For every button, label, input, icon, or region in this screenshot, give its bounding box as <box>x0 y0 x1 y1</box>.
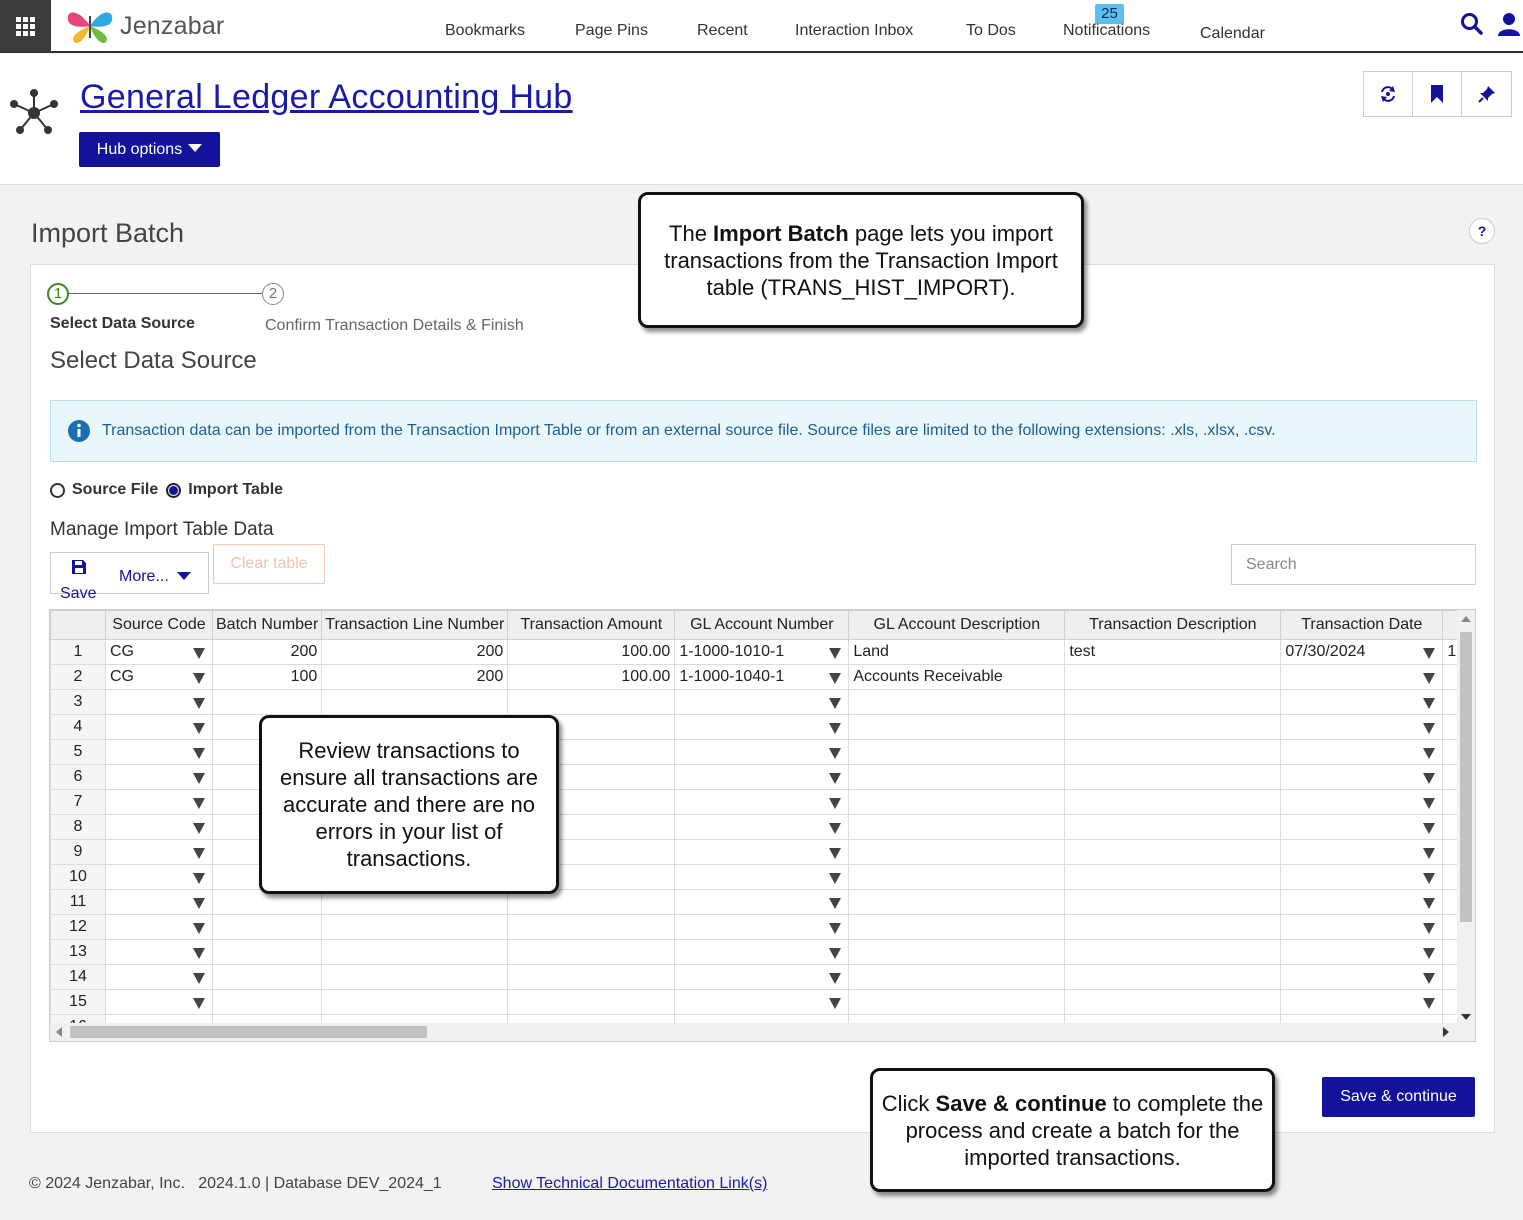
gl-account-cell[interactable] <box>675 715 849 740</box>
source-code-cell[interactable] <box>106 865 213 890</box>
table-row[interactable] <box>51 990 1469 1015</box>
row-number-cell <box>51 940 106 965</box>
transaction-date-cell[interactable] <box>1281 865 1443 890</box>
batch-number-cell-value: 200 <box>290 643 318 660</box>
line-number-cell[interactable] <box>322 915 508 940</box>
transaction-description-cell[interactable] <box>1065 990 1281 1015</box>
gl-account-cell[interactable] <box>675 790 849 815</box>
table-row[interactable] <box>51 940 1469 965</box>
nav-page-pins[interactable]: Page Pins <box>575 22 648 39</box>
gl-account-cell[interactable] <box>675 890 849 915</box>
amount-cell[interactable] <box>508 965 675 990</box>
batch-number-cell[interactable] <box>213 690 322 715</box>
row-number-cell <box>51 890 106 915</box>
callout-save <box>870 1068 1275 1192</box>
dropdown-arrow-icon[interactable] <box>829 648 841 659</box>
amount-cell[interactable] <box>508 665 675 690</box>
pin-icon <box>1478 85 1496 103</box>
line-number-cell-value: 200 <box>476 668 504 685</box>
transaction-description-cell[interactable] <box>1065 690 1281 715</box>
dropdown-arrow-icon[interactable] <box>1423 948 1435 959</box>
table-row[interactable] <box>51 915 1469 940</box>
nav-interaction-inbox[interactable]: Interaction Inbox <box>795 22 914 39</box>
gl-account-cell[interactable] <box>675 765 849 790</box>
gl-account-cell[interactable] <box>675 690 849 715</box>
gl-account-cell[interactable] <box>675 915 849 940</box>
source-code-cell[interactable] <box>106 740 213 765</box>
row-number-cell-value: 12 <box>69 918 87 935</box>
transaction-description-cell[interactable] <box>1065 865 1281 890</box>
table-row[interactable] <box>51 640 1469 665</box>
callout-review <box>259 715 559 894</box>
info-icon <box>68 420 90 442</box>
jenzabar-logo[interactable] <box>64 6 224 46</box>
column-header[interactable]: Transaction Date <box>1281 611 1443 640</box>
dropdown-arrow-icon[interactable] <box>193 973 205 984</box>
dropdown-arrow-icon[interactable] <box>193 848 205 859</box>
transaction-description-cell[interactable] <box>1065 665 1281 690</box>
dropdown-arrow-icon[interactable] <box>193 823 205 834</box>
version-info: 2024.1.0 | Database DEV_2024_1 <box>198 1175 442 1192</box>
hub-network-icon <box>8 88 60 138</box>
import-batch-card <box>30 264 1495 1133</box>
amount-cell[interactable] <box>508 990 675 1015</box>
data-source-options <box>50 481 291 499</box>
brand-name: Jenzabar <box>120 11 225 40</box>
gl-description-cell[interactable] <box>849 790 1065 815</box>
transaction-date-cell[interactable] <box>1281 940 1443 965</box>
source-code-cell[interactable] <box>106 690 213 715</box>
source-code-cell[interactable] <box>106 915 213 940</box>
row-number-cell <box>51 790 106 815</box>
gl-description-cell[interactable] <box>849 840 1065 865</box>
step-connector <box>69 293 262 294</box>
dropdown-arrow-icon[interactable] <box>1423 648 1435 659</box>
dropdown-arrow-icon[interactable] <box>829 773 841 784</box>
gl-account-cell[interactable] <box>675 815 849 840</box>
column-header[interactable]: GL Account Number <box>675 611 849 640</box>
source-code-cell[interactable] <box>106 840 213 865</box>
more-menu-button[interactable]: More... <box>119 568 169 585</box>
dropdown-arrow-icon[interactable] <box>829 823 841 834</box>
dropdown-arrow-icon[interactable] <box>1423 723 1435 734</box>
info-message: Transaction data can be imported from the Transaction Import Table or from an external source file. Source files are limited to the following extensions: .xls, .xlsx, .csv. <box>102 422 1276 439</box>
dropdown-arrow-icon[interactable] <box>193 773 205 784</box>
source-code-cell[interactable] <box>106 640 213 665</box>
caret-down-icon <box>177 572 191 580</box>
transaction-description-cell[interactable] <box>1065 890 1281 915</box>
gl-description-cell[interactable] <box>849 665 1065 690</box>
row-number-cell <box>51 915 106 940</box>
column-header[interactable]: GL Account Description <box>849 611 1065 640</box>
gl-description-cell[interactable] <box>849 965 1065 990</box>
transaction-date-cell[interactable] <box>1281 765 1443 790</box>
scroll-left-icon[interactable] <box>56 1027 62 1037</box>
dropdown-arrow-icon[interactable] <box>829 723 841 734</box>
transaction-description-cell[interactable] <box>1065 790 1281 815</box>
table-row[interactable] <box>51 690 1469 715</box>
gl-description-cell[interactable] <box>849 865 1065 890</box>
section-title: Select Data Source <box>50 347 257 374</box>
row-number-cell-value: 2 <box>73 668 83 685</box>
gl-description-cell[interactable] <box>849 765 1065 790</box>
dropdown-arrow-icon[interactable] <box>193 798 205 809</box>
batch-number-cell[interactable] <box>213 940 322 965</box>
row-number-cell <box>51 815 106 840</box>
callout-intro <box>638 192 1084 328</box>
manage-table-title: Manage Import Table Data <box>50 519 274 540</box>
line-number-cell-value: 200 <box>476 643 504 660</box>
gl-description-cell[interactable] <box>849 690 1065 715</box>
source-code-cell[interactable] <box>106 815 213 840</box>
save-button[interactable] <box>58 559 100 580</box>
dropdown-arrow-icon[interactable] <box>193 873 205 884</box>
row-number-cell <box>51 990 106 1015</box>
dropdown-arrow-icon[interactable] <box>829 898 841 909</box>
hub-header <box>0 54 1523 185</box>
transaction-description-cell-value: test <box>1069 643 1096 660</box>
amount-cell[interactable] <box>508 690 675 715</box>
dropdown-arrow-icon[interactable] <box>829 923 841 934</box>
line-number-cell[interactable] <box>322 690 508 715</box>
row-number-cell <box>51 965 106 990</box>
dropdown-arrow-icon[interactable] <box>1423 923 1435 934</box>
source-code-cell-value: CG <box>110 668 134 685</box>
step-2-label: Confirm Transaction Details & Finish <box>265 317 524 334</box>
dropdown-arrow-icon[interactable] <box>1423 848 1435 859</box>
amount-cell[interactable] <box>508 640 675 665</box>
gl-account-cell[interactable] <box>675 940 849 965</box>
callout-intro-pre: The <box>669 220 714 246</box>
row-number-cell-value: 5 <box>73 743 83 760</box>
row-number-cell <box>51 665 106 690</box>
gl-description-cell[interactable] <box>849 740 1065 765</box>
row-number-cell <box>51 865 106 890</box>
import-table-label[interactable]: Import Table <box>188 481 284 498</box>
batch-number-cell[interactable] <box>213 665 322 690</box>
batch-number-cell[interactable] <box>213 965 322 990</box>
row-number-cell-value: 15 <box>69 993 87 1010</box>
dropdown-arrow-icon[interactable] <box>829 698 841 709</box>
dropdown-arrow-icon[interactable] <box>829 998 841 1009</box>
dropdown-arrow-icon[interactable] <box>1423 748 1435 759</box>
refresh-button[interactable] <box>1364 72 1413 116</box>
dropdown-arrow-icon[interactable] <box>193 723 205 734</box>
source-code-cell-value: CG <box>110 643 134 660</box>
dropdown-arrow-icon[interactable] <box>193 998 205 1009</box>
clear-table-button[interactable]: Clear table <box>213 544 325 584</box>
horizontal-scroll-thumb[interactable] <box>70 1026 427 1038</box>
line-number-cell[interactable] <box>322 665 508 690</box>
row-number-cell <box>51 690 106 715</box>
line-number-cell[interactable] <box>322 640 508 665</box>
import-table-radio[interactable] <box>166 483 181 498</box>
gl-description-cell-value: Land <box>853 643 889 660</box>
transaction-description-cell[interactable] <box>1065 815 1281 840</box>
vertical-scrollbar[interactable] <box>1457 610 1475 1042</box>
dropdown-arrow-icon[interactable] <box>1423 798 1435 809</box>
butterfly-logo-icon <box>64 6 116 46</box>
transaction-date-cell[interactable] <box>1281 715 1443 740</box>
row-number-cell <box>51 840 106 865</box>
row-number-cell-value: 13 <box>69 943 87 960</box>
table-row[interactable] <box>51 890 1469 915</box>
footer-info <box>29 1175 442 1193</box>
caret-down-icon <box>188 144 202 152</box>
dropdown-arrow-icon[interactable] <box>193 673 205 684</box>
hub-options-label: Hub options <box>96 140 183 158</box>
help-button[interactable]: ? <box>1469 218 1495 244</box>
transaction-date-cell[interactable] <box>1281 640 1443 665</box>
grid-icon <box>16 17 35 36</box>
save-continue-button[interactable]: Save & continue <box>1322 1077 1475 1117</box>
column-header[interactable]: Transaction Description <box>1065 611 1281 640</box>
scroll-right-icon[interactable] <box>1443 1027 1449 1037</box>
source-code-cell[interactable] <box>106 715 213 740</box>
callout-save-post: to complete the process and create a batch for the imported transactions. <box>905 1090 1264 1170</box>
callout-save-text <box>881 1090 1264 1171</box>
transaction-date-cell[interactable] <box>1281 915 1443 940</box>
amount-cell[interactable] <box>508 940 675 965</box>
source-code-cell[interactable] <box>106 890 213 915</box>
batch-number-cell[interactable] <box>213 990 322 1015</box>
gl-description-cell[interactable] <box>849 890 1065 915</box>
nav-notifications[interactable]: Notifications <box>1063 22 1151 39</box>
floppy-disk-icon <box>71 559 87 575</box>
source-file-label[interactable]: Source File <box>72 481 159 498</box>
batch-number-cell[interactable] <box>213 915 322 940</box>
dropdown-arrow-icon[interactable] <box>829 798 841 809</box>
step-1-indicator: 1 <box>47 283 69 305</box>
pin-button[interactable] <box>1462 72 1511 116</box>
gl-description-cell[interactable] <box>849 640 1065 665</box>
callout-save-pre: Click <box>881 1090 936 1116</box>
line-number-cell[interactable] <box>322 965 508 990</box>
dropdown-arrow-icon[interactable] <box>193 698 205 709</box>
gl-account-cell[interactable] <box>675 640 849 665</box>
amount-cell[interactable] <box>508 915 675 940</box>
nav-to-dos[interactable]: To Dos <box>966 22 1016 39</box>
page-tools <box>1363 71 1512 117</box>
gl-account-cell-value: 1-1000-1010-1 <box>679 643 785 660</box>
callout-intro-text <box>649 220 1073 301</box>
row-number-cell <box>51 740 106 765</box>
column-header[interactable]: Transaction Amount <box>508 611 675 640</box>
info-alert <box>50 400 1477 462</box>
scroll-up-icon[interactable] <box>1461 616 1471 622</box>
source-code-cell[interactable] <box>106 790 213 815</box>
line-number-cell[interactable] <box>322 940 508 965</box>
row-number-cell-value: 6 <box>73 768 83 785</box>
amount-cell-value: 100.00 <box>621 668 671 685</box>
column-header[interactable]: Batch Number <box>213 611 322 640</box>
dropdown-arrow-icon[interactable] <box>1423 823 1435 834</box>
row-number-cell-value: 9 <box>73 843 83 860</box>
gl-account-cell-value: 1-1000-1040-1 <box>679 668 785 685</box>
row-number-cell-value: 1 <box>73 643 83 660</box>
nav-calendar[interactable]: Calendar <box>1200 25 1265 42</box>
source-code-cell[interactable] <box>106 665 213 690</box>
row-number-cell-value: 10 <box>69 868 87 885</box>
dropdown-arrow-icon[interactable] <box>1423 698 1435 709</box>
transaction-date-cell[interactable] <box>1281 990 1443 1015</box>
table-row[interactable] <box>51 665 1469 690</box>
callout-review-text: Review transactions to ensure all transactions are accurate and there are no errors in your list of transactions. <box>279 738 539 871</box>
transaction-description-cell[interactable] <box>1065 840 1281 865</box>
dropdown-arrow-icon[interactable] <box>829 973 841 984</box>
transaction-date-cell[interactable] <box>1281 965 1443 990</box>
transaction-date-cell[interactable] <box>1281 690 1443 715</box>
column-header[interactable] <box>51 611 106 640</box>
row-number-cell <box>51 765 106 790</box>
vertical-scroll-thumb[interactable] <box>1460 632 1472 922</box>
overflow-cell-value: 1 <box>1447 643 1457 660</box>
dropdown-arrow-icon[interactable] <box>829 948 841 959</box>
gl-account-cell[interactable] <box>675 665 849 690</box>
dropdown-arrow-icon[interactable] <box>193 648 205 659</box>
nav-bookmarks[interactable]: Bookmarks <box>445 22 526 39</box>
gl-description-cell[interactable] <box>849 940 1065 965</box>
transaction-description-cell[interactable] <box>1065 640 1281 665</box>
step-2-indicator: 2 <box>262 283 284 305</box>
transaction-description-cell[interactable] <box>1065 965 1281 990</box>
gl-description-cell[interactable] <box>849 990 1065 1015</box>
dropdown-arrow-icon[interactable] <box>1423 673 1435 684</box>
transaction-date-cell-value: 07/30/2024 <box>1285 643 1366 660</box>
technical-docs-link[interactable]: Show Technical Documentation Link(s) <box>492 1175 768 1192</box>
dropdown-arrow-icon[interactable] <box>1423 773 1435 784</box>
dropdown-arrow-icon[interactable] <box>1423 873 1435 884</box>
row-number-cell-value: 4 <box>73 718 83 735</box>
transaction-date-cell[interactable] <box>1281 815 1443 840</box>
row-number-cell-value: 14 <box>69 968 87 985</box>
row-number-cell-value: 7 <box>73 793 83 810</box>
apps-menu-button[interactable] <box>0 0 51 52</box>
notifications-count-badge: 25 <box>1095 4 1124 24</box>
dropdown-arrow-icon[interactable] <box>193 898 205 909</box>
transaction-description-cell[interactable] <box>1065 740 1281 765</box>
gl-account-cell[interactable] <box>675 990 849 1015</box>
top-bar <box>0 0 1523 53</box>
batch-number-cell-value: 100 <box>290 668 318 685</box>
search-icon[interactable] <box>1460 12 1484 38</box>
dropdown-arrow-icon[interactable] <box>193 923 205 934</box>
hub-options-button[interactable] <box>79 132 220 167</box>
gl-account-cell[interactable] <box>675 740 849 765</box>
transaction-description-cell[interactable] <box>1065 915 1281 940</box>
callout-intro-post: page lets you import transactions from the Transaction Import table (TRANS_HIST_IMPORT). <box>664 220 1058 300</box>
gl-description-cell[interactable] <box>849 815 1065 840</box>
page-title: Import Batch <box>31 218 185 248</box>
row-number-cell <box>51 715 106 740</box>
row-number-cell-value: 3 <box>73 693 83 710</box>
gl-description-cell-value: Accounts Receivable <box>853 668 1003 685</box>
save-more-toolbar <box>50 552 209 602</box>
callout-save-bold: Save & continue <box>935 1090 1107 1116</box>
transaction-date-cell[interactable] <box>1281 890 1443 915</box>
search-input[interactable] <box>1231 544 1476 585</box>
gl-account-cell[interactable] <box>675 965 849 990</box>
amount-cell-value: 100.00 <box>621 643 671 660</box>
table-row[interactable] <box>51 965 1469 990</box>
transaction-date-cell[interactable] <box>1281 840 1443 865</box>
row-number-cell-value: 8 <box>73 818 83 835</box>
row-number-cell-value: 11 <box>69 893 87 910</box>
source-code-cell[interactable] <box>106 965 213 990</box>
dropdown-arrow-icon[interactable] <box>829 673 841 684</box>
transaction-date-cell[interactable] <box>1281 740 1443 765</box>
hub-title-link[interactable]: General Ledger Accounting Hub <box>80 78 573 116</box>
line-number-cell[interactable] <box>322 990 508 1015</box>
save-label[interactable]: Save <box>60 585 97 602</box>
refresh-icon <box>1378 84 1398 104</box>
source-code-cell[interactable] <box>106 765 213 790</box>
dropdown-arrow-icon[interactable] <box>193 748 205 759</box>
dropdown-arrow-icon[interactable] <box>829 873 841 884</box>
transaction-date-cell[interactable] <box>1281 790 1443 815</box>
gl-account-cell[interactable] <box>675 865 849 890</box>
callout-intro-bold: Import Batch <box>713 220 849 246</box>
horizontal-scrollbar[interactable] <box>50 1023 1459 1041</box>
dropdown-arrow-icon[interactable] <box>1423 973 1435 984</box>
column-header[interactable]: Transaction Line Number <box>322 611 508 640</box>
transaction-description-cell[interactable] <box>1065 715 1281 740</box>
scroll-down-icon[interactable] <box>1461 1014 1471 1020</box>
nav-recent[interactable]: Recent <box>697 22 748 39</box>
source-code-cell[interactable] <box>106 940 213 965</box>
gl-description-cell[interactable] <box>849 715 1065 740</box>
source-code-cell[interactable] <box>106 990 213 1015</box>
copyright: © 2024 Jenzabar, Inc. <box>29 1175 185 1192</box>
dropdown-arrow-icon[interactable] <box>1423 998 1435 1009</box>
batch-number-cell[interactable] <box>213 640 322 665</box>
dropdown-arrow-icon[interactable] <box>1423 898 1435 909</box>
transaction-description-cell[interactable] <box>1065 765 1281 790</box>
source-file-radio[interactable] <box>50 483 65 498</box>
gl-account-cell[interactable] <box>675 840 849 865</box>
dropdown-arrow-icon[interactable] <box>829 748 841 759</box>
row-number-cell <box>51 640 106 665</box>
dropdown-arrow-icon[interactable] <box>829 848 841 859</box>
step-1-label: Select Data Source <box>50 315 195 332</box>
gl-description-cell[interactable] <box>849 915 1065 940</box>
column-header[interactable]: Source Code <box>106 611 213 640</box>
bookmark-button[interactable] <box>1413 72 1462 116</box>
user-icon[interactable] <box>1497 12 1521 38</box>
transaction-description-cell[interactable] <box>1065 940 1281 965</box>
bookmark-icon <box>1429 84 1445 104</box>
dropdown-arrow-icon[interactable] <box>193 948 205 959</box>
transaction-date-cell[interactable] <box>1281 665 1443 690</box>
